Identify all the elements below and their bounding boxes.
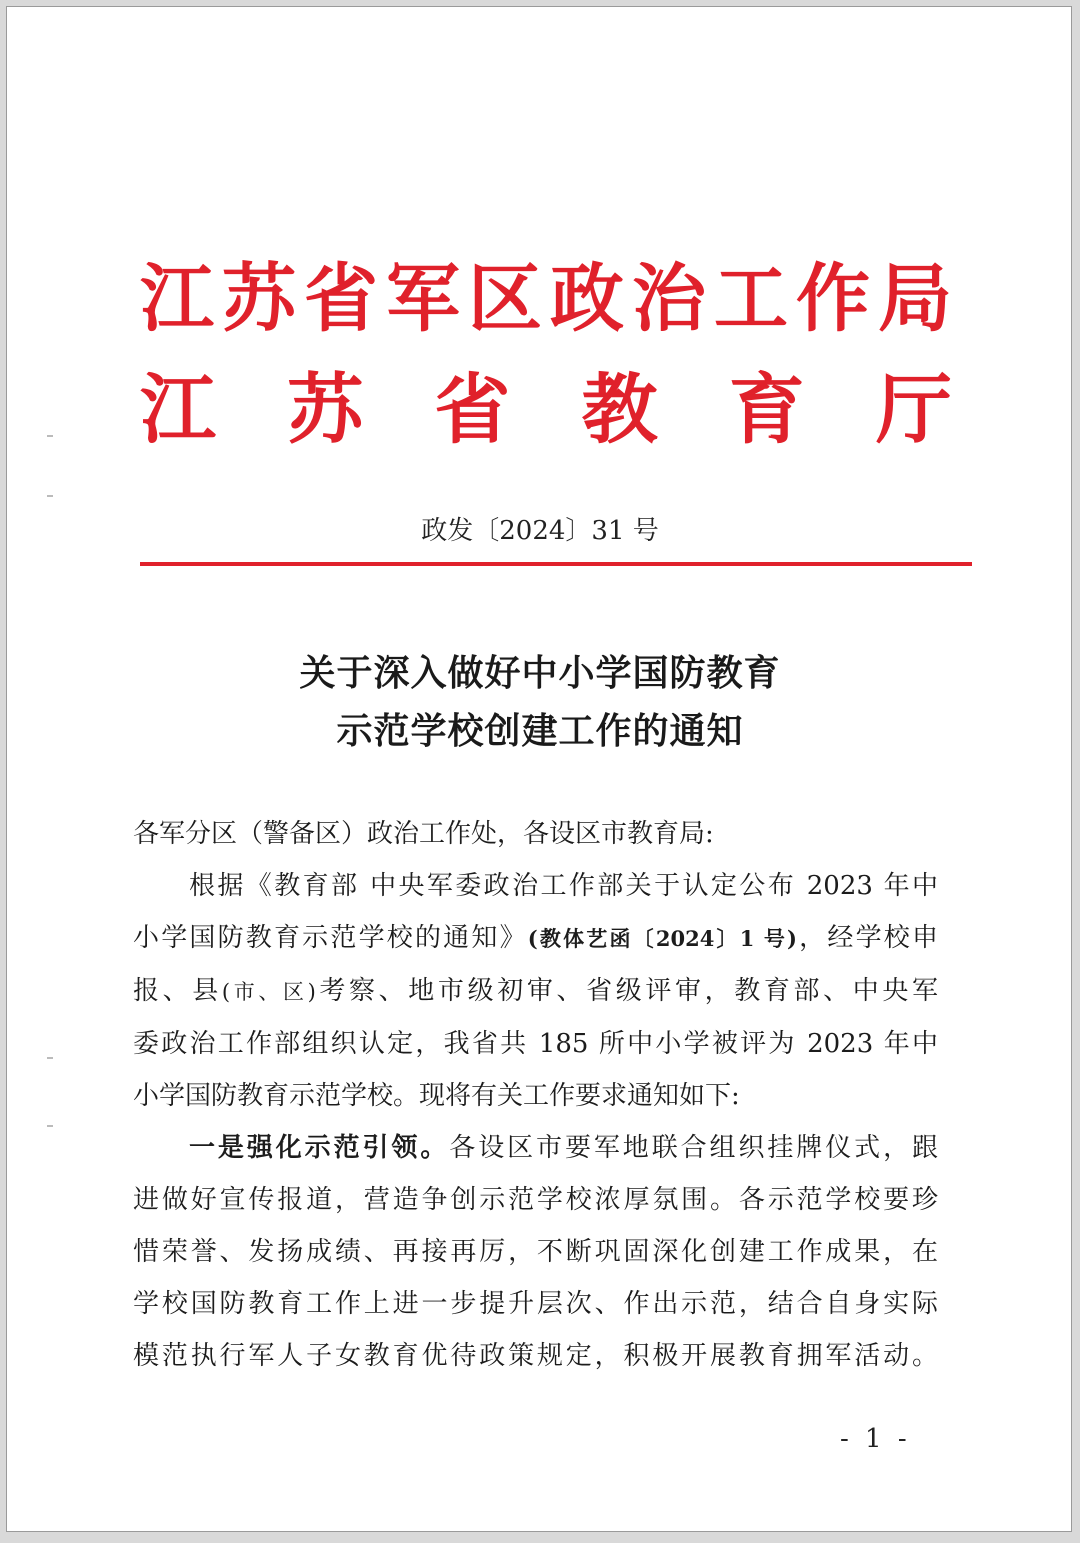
header-char: 局 xyxy=(878,256,952,342)
notice-title-line-2: 示范学校创建工作的通知 xyxy=(336,710,744,752)
header-char: 作 xyxy=(796,256,870,342)
body-line: 进做好宣传报道，营造争创示范学校浓厚氛围。各示范学校要珍 xyxy=(133,1185,938,1215)
document-number: 政发〔2024〕31 号 xyxy=(421,516,659,546)
header-char: 厅 xyxy=(875,365,952,454)
header-char: 江 xyxy=(140,365,216,454)
body-line: 根据《教育部 中央军委政治工作部关于认定公布 2023 年中 xyxy=(189,871,938,901)
body-text-small: (市、区) xyxy=(221,980,316,1004)
page-number: - 1 - xyxy=(840,1424,911,1454)
header-char: 政 xyxy=(550,256,624,342)
scan-speck xyxy=(47,1125,53,1127)
body-text: 小学国防教育示范学校的通知》 xyxy=(133,923,528,953)
header-char: 治 xyxy=(632,256,706,342)
header-char: 省 xyxy=(434,365,511,454)
scan-speck xyxy=(47,435,53,437)
body-line: 学校国防教育工作上进一步提升层次、作出示范，结合自身实际 xyxy=(133,1289,938,1319)
body-line: 小学国防教育示范学校。现将有关工作要求通知如下: xyxy=(133,1081,740,1111)
red-divider-line xyxy=(140,562,972,566)
body-line: 委政治工作部组织认定，我省共 185 所中小学被评为 2023 年中 xyxy=(133,1029,938,1059)
body-text: 考察、地市级初审、省级评审，教育部、中央军 xyxy=(315,976,938,1006)
body-line xyxy=(133,912,938,965)
body-text: 报、县 xyxy=(133,976,222,1006)
issuer-name-education xyxy=(140,365,952,454)
salutation: 各军分区（警备区）政治工作处，各设区市教育局: xyxy=(133,819,714,849)
body-text: ，经学校申 xyxy=(796,923,938,953)
body-line: 惜荣誉、发扬成绩、再接再厉，不断巩固深化创建工作成果，在 xyxy=(133,1237,938,1267)
body-line xyxy=(133,965,938,1018)
header-char: 江 xyxy=(140,256,214,342)
reference-number: (教体艺函〔2024〕1 号) xyxy=(527,926,797,951)
header-char: 区 xyxy=(468,256,542,342)
header-char: 军 xyxy=(386,256,460,342)
notice-body xyxy=(133,808,938,1382)
header-char: 工 xyxy=(714,256,788,342)
issuer-name-military xyxy=(140,256,952,342)
body-text: 各设区市要军地联合组织挂牌仪式，跟 xyxy=(449,1133,938,1163)
header-char: 苏 xyxy=(287,365,364,454)
point-heading: 一是强化示范引领。 xyxy=(189,1133,450,1163)
notice-title-line-1: 关于深入做好中小学国防教育 xyxy=(299,652,781,694)
header-char: 省 xyxy=(304,256,378,342)
scan-speck xyxy=(47,1057,53,1059)
header-char: 苏 xyxy=(222,256,296,342)
scan-speck xyxy=(47,495,53,497)
body-line xyxy=(133,1122,938,1174)
header-char: 育 xyxy=(728,365,805,454)
body-line: 模范执行军人子女教育优待政策规定，积极开展教育拥军活动。 xyxy=(133,1341,938,1371)
header-char: 教 xyxy=(581,365,658,454)
